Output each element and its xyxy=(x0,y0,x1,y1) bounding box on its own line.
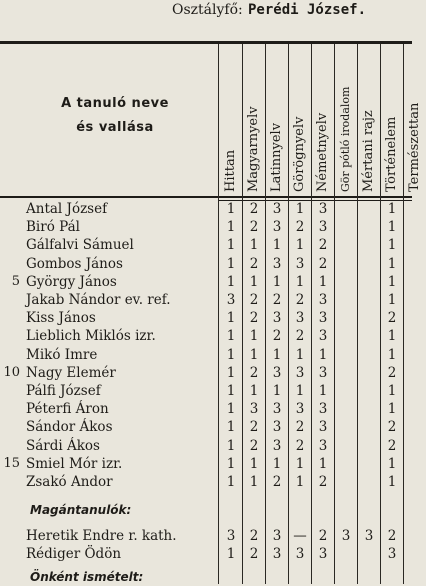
grade-cell: 3 xyxy=(364,528,374,545)
subject-header xyxy=(335,48,357,194)
grade-cell: 2 xyxy=(249,364,259,381)
student-name: György János xyxy=(26,273,117,290)
grade-cell: 2 xyxy=(249,546,259,563)
grade-cell: 1 xyxy=(387,328,397,345)
table-row xyxy=(0,418,412,436)
subject-header xyxy=(381,48,403,194)
grade-cell: 1 xyxy=(226,237,236,254)
grade-cell: 1 xyxy=(249,474,259,490)
section-private-students: Magántanulók: xyxy=(30,503,132,518)
grade-cell: 1 xyxy=(272,346,282,363)
grade-cell: 2 xyxy=(272,328,282,345)
header-bottom-rule xyxy=(0,196,412,198)
grade-cell: 1 xyxy=(387,383,397,399)
grade-cell: 2 xyxy=(249,201,259,217)
grade-cell: 1 xyxy=(272,455,282,472)
header xyxy=(0,0,412,28)
grade-cell: 1 xyxy=(249,273,259,290)
subject-header-label: Mértani rajz xyxy=(361,110,376,192)
grade-cell: 2 xyxy=(318,255,328,272)
subject-header xyxy=(220,48,242,194)
column-title xyxy=(40,92,190,140)
grade-cell: 1 xyxy=(226,419,236,436)
student-name: Lieblich Miklós izr. xyxy=(26,328,156,345)
student-name: Antal József xyxy=(26,201,108,217)
grade-cell: 1 xyxy=(387,237,397,254)
grade-cell: 2 xyxy=(272,474,282,490)
grade-cell: 3 xyxy=(272,364,282,381)
grade-cell: 2 xyxy=(295,419,305,436)
grade-cell: 1 xyxy=(318,455,328,472)
grade-cell: 3 xyxy=(272,546,282,563)
grade-cell: 1 xyxy=(272,237,282,254)
grade-cell: 3 xyxy=(272,437,282,454)
subject-header xyxy=(404,48,426,194)
table-row xyxy=(0,545,412,563)
row-number: 10 xyxy=(3,364,20,380)
grade-cell: 3 xyxy=(295,401,305,418)
grade-cell: 3 xyxy=(272,528,282,545)
grade-cell: 1 xyxy=(226,201,236,217)
grade-cell: 3 xyxy=(318,292,328,308)
grade-cell: 1 xyxy=(295,273,305,290)
student-name: Zsakó Andor xyxy=(26,474,113,490)
grade-cell: 3 xyxy=(272,401,282,418)
grade-cell: 1 xyxy=(226,437,236,454)
grade-cell: 2 xyxy=(249,255,259,272)
subject-header xyxy=(358,48,380,194)
subject-header xyxy=(243,48,265,194)
grade-cell: 3 xyxy=(318,364,328,381)
table-row xyxy=(0,291,412,309)
grade-cell: 2 xyxy=(318,528,328,545)
grade-cell: 1 xyxy=(226,474,236,490)
grade-cell: 3 xyxy=(295,546,305,563)
grade-cell: 3 xyxy=(226,292,236,308)
subject-header-label: Németnyelv xyxy=(315,112,330,192)
grade-cell: 1 xyxy=(295,237,305,254)
table-row xyxy=(0,346,412,364)
student-name: Rédiger Ödön xyxy=(26,546,122,563)
grade-cell: 1 xyxy=(272,383,282,399)
table-row xyxy=(0,437,412,455)
grade-cell: 3 xyxy=(272,255,282,272)
grade-cell: 3 xyxy=(272,219,282,236)
column-title-line1: A tanuló neve xyxy=(61,96,169,111)
grade-cell: 2 xyxy=(387,310,397,327)
table-row xyxy=(0,273,412,291)
student-name: Nagy Elemér xyxy=(26,364,116,381)
row-number: 5 xyxy=(11,273,20,289)
subject-header-label: Magyarnyelv xyxy=(246,106,261,192)
grade-cell: 3 xyxy=(318,328,328,345)
table-row xyxy=(0,309,412,327)
subject-header-label: Történelem xyxy=(384,116,399,192)
grade-cell: 1 xyxy=(226,346,236,363)
grade-cell: 3 xyxy=(318,310,328,327)
student-name: Heretik Endre r. kath. xyxy=(26,528,177,545)
grade-cell: 1 xyxy=(226,401,236,418)
table-row xyxy=(0,382,412,400)
grade-cell: 2 xyxy=(249,419,259,436)
grade-cell: 1 xyxy=(226,364,236,381)
table-row xyxy=(0,364,412,382)
table-row xyxy=(0,255,412,273)
grade-cell: 1 xyxy=(226,328,236,345)
grade-cell: 3 xyxy=(318,437,328,454)
class-teacher-label: Osztályfő: xyxy=(172,2,243,18)
grade-cell: 3 xyxy=(272,201,282,217)
grade-cell: 2 xyxy=(295,437,305,454)
table-row xyxy=(0,200,412,218)
grade-cell: 3 xyxy=(295,364,305,381)
grade-cell: 1 xyxy=(387,474,397,490)
grade-cell: 1 xyxy=(226,383,236,399)
grade-cell: 1 xyxy=(387,346,397,363)
class-teacher-name: Perédi József. xyxy=(248,2,367,18)
grade-cell: 3 xyxy=(318,201,328,217)
grade-cell: 3 xyxy=(318,401,328,418)
grade-cell: 1 xyxy=(226,219,236,236)
grade-cell: 1 xyxy=(226,455,236,472)
grade-cell: 1 xyxy=(295,201,305,217)
grade-cell: 2 xyxy=(387,419,397,436)
subject-header-label: Gör pótló irodalom xyxy=(339,86,352,192)
student-name: Smiel Mór izr. xyxy=(26,455,123,472)
subject-header xyxy=(312,48,334,194)
grade-cell: 2 xyxy=(295,292,305,308)
student-name: Jakab Nándor ev. ref. xyxy=(26,292,171,308)
column-title-line2: és vallása xyxy=(76,120,154,135)
subject-header-label: Természettan xyxy=(407,102,422,192)
table-row xyxy=(0,236,412,254)
student-name: Gálfalvi Sámuel xyxy=(26,237,134,254)
grade-cell: 1 xyxy=(318,383,328,399)
grade-cell: 1 xyxy=(387,255,397,272)
grade-cell: 3 xyxy=(295,310,305,327)
grade-cell: 1 xyxy=(226,273,236,290)
grade-cell: 3 xyxy=(318,546,328,563)
table-top-rule xyxy=(0,41,412,44)
subject-header xyxy=(266,48,288,194)
grade-cell: 2 xyxy=(249,528,259,545)
grade-cell: 3 xyxy=(387,546,397,563)
grade-cell: 1 xyxy=(295,346,305,363)
table-row xyxy=(0,473,412,491)
grade-cell: 2 xyxy=(387,437,397,454)
subject-header-label: Latinnyelv xyxy=(269,122,284,192)
table-row xyxy=(0,455,412,473)
grade-cell: 1 xyxy=(387,273,397,290)
grade-cell: 1 xyxy=(226,546,236,563)
grade-cell: 3 xyxy=(226,528,236,545)
student-name: Sándor Ákos xyxy=(26,419,113,436)
grade-cell: 2 xyxy=(272,292,282,308)
grade-cell: 3 xyxy=(318,219,328,236)
subject-header-label: Hittan xyxy=(223,149,238,192)
grade-cell: 3 xyxy=(295,255,305,272)
student-name: Mikó Imre xyxy=(26,346,98,363)
table-row xyxy=(0,527,412,545)
grade-cell: 2 xyxy=(318,474,328,490)
grade-cell: 1 xyxy=(295,455,305,472)
grade-cell: 2 xyxy=(387,364,397,381)
student-name: Sárdi Ákos xyxy=(26,437,100,454)
grade-cell: 2 xyxy=(249,310,259,327)
table-row xyxy=(0,327,412,345)
row-number: 15 xyxy=(3,455,20,471)
subject-header xyxy=(289,48,311,194)
grade-cell: 1 xyxy=(249,455,259,472)
student-name: Pálfi József xyxy=(26,383,101,399)
student-name: Kiss János xyxy=(26,310,96,327)
grade-cell: 1 xyxy=(318,346,328,363)
grade-cell: 1 xyxy=(249,328,259,345)
student-name: Péterfi Áron xyxy=(26,401,109,418)
grade-cell: 1 xyxy=(387,292,397,308)
grade-cell: — xyxy=(293,528,307,545)
grade-cell: 1 xyxy=(226,255,236,272)
student-name: Gombos János xyxy=(26,255,123,272)
grade-cell: 3 xyxy=(341,528,351,545)
grade-cell: 1 xyxy=(295,474,305,490)
grade-cell: 2 xyxy=(249,292,259,308)
table-row xyxy=(0,400,412,418)
grade-cell: 3 xyxy=(318,419,328,436)
grade-cell: 3 xyxy=(249,401,259,418)
grade-cell: 1 xyxy=(295,383,305,399)
grade-cell: 1 xyxy=(226,310,236,327)
grade-cell: 3 xyxy=(272,310,282,327)
subject-header-label: Görögnyelv xyxy=(292,116,307,192)
grade-cell: 1 xyxy=(249,237,259,254)
section-voluntary-repeaters: Önként ismételt: xyxy=(30,570,144,584)
grade-cell: 2 xyxy=(295,328,305,345)
grade-cell: 1 xyxy=(318,273,328,290)
table-row xyxy=(0,218,412,236)
student-name: Biró Pál xyxy=(26,219,80,236)
grade-cell: 1 xyxy=(249,346,259,363)
grade-cell: 2 xyxy=(295,219,305,236)
grade-cell: 2 xyxy=(318,237,328,254)
grade-cell: 2 xyxy=(387,528,397,545)
grade-cell: 1 xyxy=(249,383,259,399)
grade-cell: 1 xyxy=(387,201,397,217)
grade-cell: 1 xyxy=(387,401,397,418)
grade-cell: 3 xyxy=(272,419,282,436)
grade-cell: 1 xyxy=(272,273,282,290)
grade-cell: 1 xyxy=(387,219,397,236)
grade-cell: 2 xyxy=(249,437,259,454)
grade-cell: 2 xyxy=(249,219,259,236)
grade-cell: 1 xyxy=(387,455,397,472)
